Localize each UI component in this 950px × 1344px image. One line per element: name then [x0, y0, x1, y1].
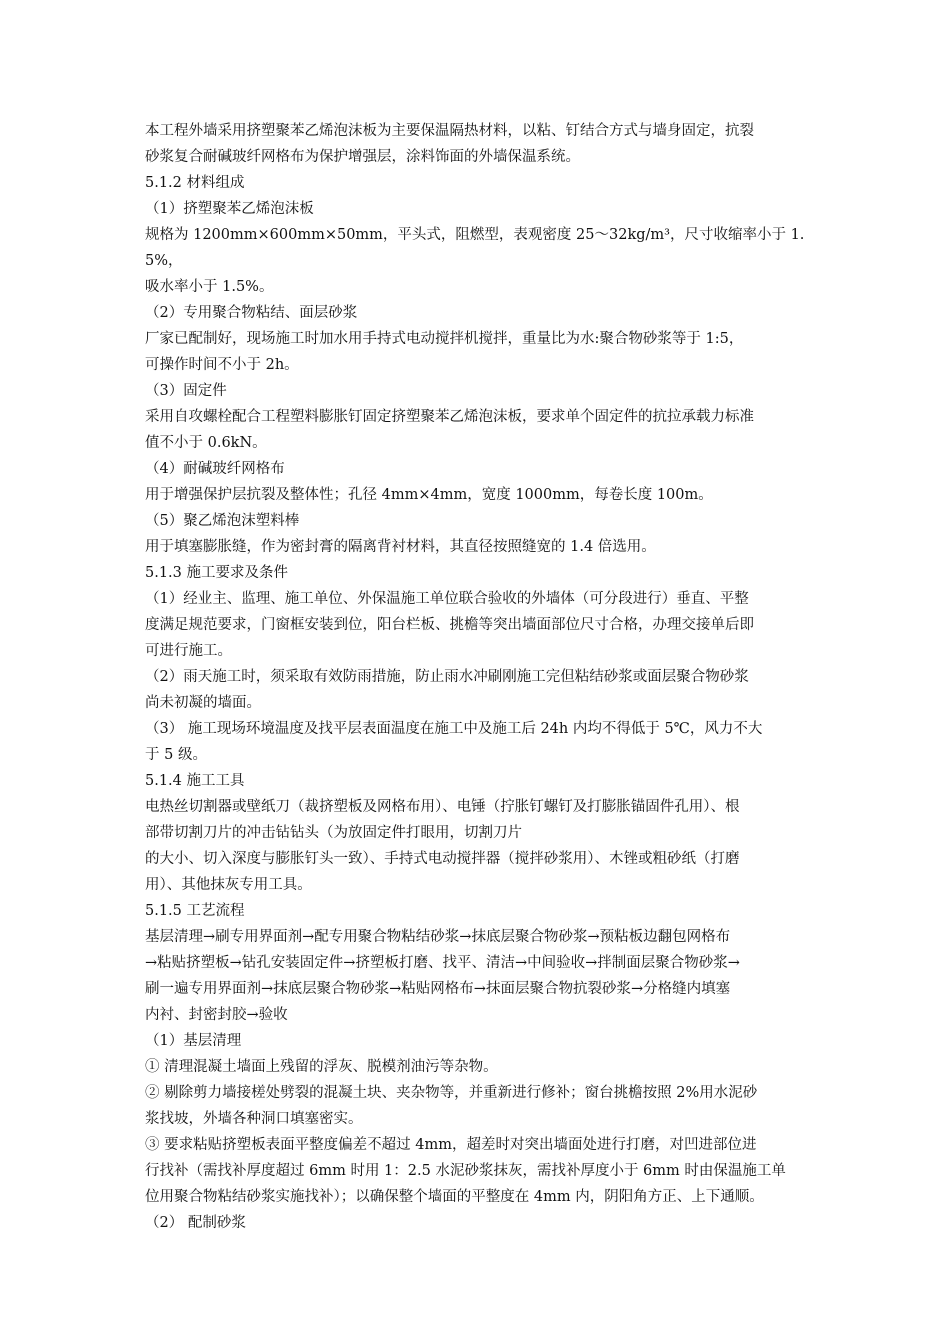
subsection-heading: （2） 配制砂浆: [145, 1215, 246, 1231]
text-line: 可操作时间不小于 2h。: [145, 357, 299, 373]
text-line: 用于增强保护层抗裂及整体性；孔径 4mm×4mm，宽度 1000mm，每卷长度 100m。: [145, 487, 713, 503]
text-line: 刷一遍专用界面剂→抹底层聚合物砂浆→粘贴网格布→抹面层聚合物抗裂砂浆→分格缝内填塞: [145, 981, 731, 997]
subsection-heading: （2）专用聚合物粘结、面层砂浆: [145, 305, 358, 321]
text-line: 用）、其他抹灰专用工具。: [145, 877, 312, 893]
text-line: 尚未初凝的墙面。: [145, 695, 261, 711]
section-heading: 5.1.2 材料组成: [145, 175, 245, 191]
text-line: 位用聚合物粘结砂浆实施找补）；以确保整个墙面的平整度在 4mm 内，阴阳角方正、上下通顺。: [145, 1189, 764, 1205]
subsection-heading: （1）挤塑聚苯乙烯泡沫板: [145, 201, 314, 217]
document-body: [145, 118, 817, 1236]
list-item: ② 剔除剪力墙接槎处劈裂的混凝土块、夹杂物等，并重新进行修补；窗台挑檐按照 2%用水泥砂: [145, 1085, 758, 1101]
text-line: 基层清理→刷专用界面剂→配专用聚合物粘结砂浆→抹底层聚合物砂浆→预粘板边翻包网格布: [145, 929, 731, 945]
list-item: ③ 要求粘贴挤塑板表面平整度偏差不超过 4mm，超差时对突出墙面处进行打磨，对凹进部位进: [145, 1137, 757, 1153]
list-item: ① 清理混凝土墙面上残留的浮灰、脱模剂油污等杂物。: [145, 1059, 498, 1075]
text-line: 内衬、封密封胶→验收: [145, 1007, 288, 1023]
subsection-heading: （4）耐碱玻纤网格布: [145, 461, 285, 477]
text-line: （3） 施工现场环境温度及找平层表面温度在施工中及施工后 24h 内均不得低于 5℃，风力不大: [145, 721, 763, 737]
text-line: 采用自攻螺栓配合工程塑料膨胀钉固定挤塑聚苯乙烯泡沫板，要求单个固定件的抗拉承载力标准: [145, 409, 754, 425]
subsection-heading: （5）聚乙烯泡沫塑料棒: [145, 513, 300, 529]
section-heading: 5.1.5 工艺流程: [145, 903, 245, 919]
text-line: 吸水率小于 1.5%。: [145, 279, 274, 295]
section-heading: 5.1.4 施工工具: [145, 773, 245, 789]
text-line: 厂家已配制好，现场施工时加水用手持式电动搅拌机搅拌，重量比为水:聚合物砂浆等于 1:5，: [145, 331, 744, 347]
section-heading: 5.1.3 施工要求及条件: [145, 565, 289, 581]
text-line: 于 5 级。: [145, 747, 207, 763]
text-line: 浆找坡，外墙各种洞口填塞密实。: [145, 1111, 363, 1127]
text-line: 规格为 1200mm×600mm×50mm，平头式，阻燃型，表观密度 25～32kg/m³，尺寸收缩率小于 1.5%，: [145, 227, 805, 269]
text-line: 可进行施工。: [145, 643, 232, 659]
text-line: （2）雨天施工时，须采取有效防雨措施，防止雨水冲刷刚施工完但粘结砂浆或面层聚合物砂浆: [145, 669, 749, 685]
subsection-heading: （3）固定件: [145, 383, 227, 399]
text-line: （1）经业主、监理、施工单位、外保温施工单位联合验收的外墙体（可分段进行）垂直、平整: [145, 591, 749, 607]
text-line: 砂浆复合耐碱玻纤网格布为保护增强层，涂料饰面的外墙保温系统。: [145, 149, 580, 165]
text-line: 行找补（需找补厚度超过 6mm 时用 1：2.5 水泥砂浆抹灰，需找补厚度小于 6mm 时由保温施工单: [145, 1163, 786, 1179]
text-line: 部带切割刀片的冲击钻钻头（为放固定件打眼用，切割刀片: [145, 825, 522, 841]
text-line: 度满足规范要求，门窗框安装到位，阳台栏板、挑檐等突出墙面部位尺寸合格，办理交接单后即: [145, 617, 754, 633]
text-line: 本工程外墙采用挤塑聚苯乙烯泡沫板为主要保温隔热材料，以粘、钉结合方式与墙身固定，抗裂: [145, 123, 754, 139]
text-line: 电热丝切割器或壁纸刀（裁挤塑板及网格布用）、电锤（拧胀钉螺钉及打膨胀锚固件孔用）、根: [145, 799, 740, 815]
text-line: →粘贴挤塑板→钻孔安装固定件→挤塑板打磨、找平、清洁→中间验收→拌制面层聚合物砂浆→: [145, 955, 740, 971]
text-line: 用于填塞膨胀缝，作为密封膏的隔离背衬材料，其直径按照缝宽的 1.4 倍选用。: [145, 539, 656, 555]
subsection-heading: （1）基层清理: [145, 1033, 242, 1049]
text-line: 的大小、切入深度与膨胀钉头一致）、手持式电动搅拌器（搅拌砂浆用）、木锉或粗砂纸（打磨: [145, 851, 740, 867]
text-line: 值不小于 0.6kN。: [145, 435, 267, 451]
